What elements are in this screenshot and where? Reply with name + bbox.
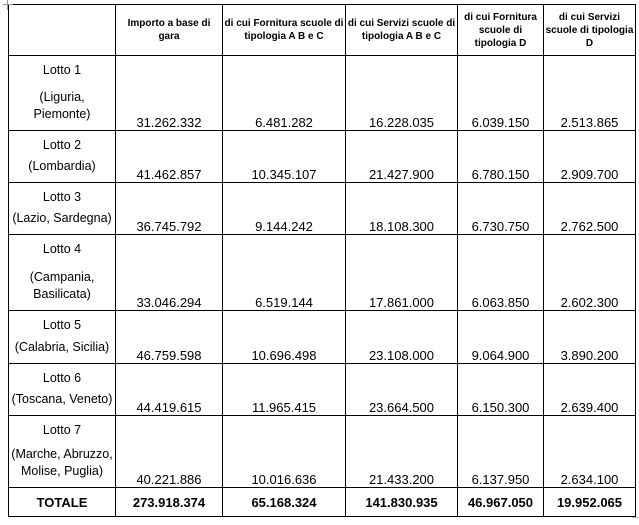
column-header-cell[interactable]: di cui Servizi scuole di tipologia D (544, 5, 636, 56)
total-value-cell[interactable]: 141.830.935 (346, 488, 458, 517)
lotto-label-cell[interactable] (9, 311, 116, 364)
value-cell[interactable]: 3.890.200 (544, 311, 636, 364)
value-cell[interactable]: 6.063.850 (458, 235, 544, 311)
lotto-label-cell[interactable] (9, 364, 116, 416)
value-cell[interactable]: 23.108.000 (346, 311, 458, 364)
value-cell[interactable]: 41.462.857 (116, 131, 223, 183)
value-cell[interactable]: 2.639.400 (544, 364, 636, 416)
total-value-cell[interactable]: 46.967.050 (458, 488, 544, 517)
value-cell[interactable]: 10.696.498 (223, 311, 346, 364)
lotto-name: Lotto 6 (42, 371, 82, 385)
value-cell[interactable]: 21.427.900 (346, 131, 458, 183)
lotto-regions: (Lombardia) (28, 159, 96, 174)
value-cell[interactable]: 36.745.792 (116, 183, 223, 235)
value-cell[interactable]: 16.228.035 (346, 56, 458, 131)
table-row (9, 235, 636, 311)
lotto-regions: (Toscana, Veneto) (11, 392, 113, 407)
table-header-row (9, 5, 636, 56)
value-cell[interactable]: 6.137.950 (458, 416, 544, 488)
lotto-name: Lotto 3 (42, 190, 82, 204)
value-cell[interactable]: 11.965.415 (223, 364, 346, 416)
table-row (9, 56, 636, 131)
value-cell[interactable]: 2.762.500 (544, 183, 636, 235)
column-header-cell[interactable]: di cui Fornitura scuole di tipologia A B e C (223, 5, 346, 56)
value-cell[interactable]: 2.513.865 (544, 56, 636, 131)
value-cell[interactable]: 17.861.000 (346, 235, 458, 311)
value-cell[interactable]: 23.664.500 (346, 364, 458, 416)
value-cell[interactable]: 33.046.294 (116, 235, 223, 311)
value-cell[interactable]: 10.016.636 (223, 416, 346, 488)
total-row (9, 488, 636, 517)
lotto-name: Lotto 2 (42, 138, 82, 152)
column-header-cell[interactable]: Importo a base di gara (116, 5, 223, 56)
lotto-regions: (Campania, Basilicata) (29, 270, 95, 302)
lotto-name: Lotto 1 (42, 63, 82, 77)
table-row (9, 131, 636, 183)
lotto-name: Lotto 7 (42, 423, 82, 437)
total-value-cell[interactable]: 65.168.324 (223, 488, 346, 517)
value-cell[interactable]: 6.780.150 (458, 131, 544, 183)
table-row (9, 364, 636, 416)
lotto-label-cell[interactable] (9, 131, 116, 183)
lotto-label-cell[interactable] (9, 416, 116, 488)
table-row (9, 416, 636, 488)
lotto-label-cell[interactable] (9, 56, 116, 131)
table-move-handle-icon[interactable] (3, 0, 13, 10)
value-cell[interactable]: 2.602.300 (544, 235, 636, 311)
value-cell[interactable]: 40.221.886 (116, 416, 223, 488)
value-cell[interactable]: 2.634.100 (544, 416, 636, 488)
value-cell[interactable]: 9.144.242 (223, 183, 346, 235)
table-row (9, 183, 636, 235)
value-cell[interactable]: 31.262.332 (116, 56, 223, 131)
value-cell[interactable]: 6.039.150 (458, 56, 544, 131)
lotto-regions: (Liguria, Piemonte) (33, 90, 91, 122)
value-cell[interactable]: 21.433.200 (346, 416, 458, 488)
value-cell[interactable]: 6.481.282 (223, 56, 346, 131)
value-cell[interactable]: 6.150.300 (458, 364, 544, 416)
value-cell[interactable]: 46.759.598 (116, 311, 223, 364)
column-header-cell[interactable]: di cui Servizi scuole di tipologia A B e C (346, 5, 458, 56)
header-corner-cell[interactable] (9, 5, 116, 56)
column-header-cell[interactable]: di cui Fornitura scuole di tipologia D (458, 5, 544, 56)
value-cell[interactable]: 9.064.900 (458, 311, 544, 364)
value-cell[interactable]: 6.730.750 (458, 183, 544, 235)
procurement-table-container (8, 4, 635, 517)
total-label-cell[interactable]: TOTALE (9, 488, 116, 517)
lotti-gara-table (8, 4, 636, 517)
value-cell[interactable]: 44.419.615 (116, 364, 223, 416)
total-value-cell[interactable]: 19.952.065 (544, 488, 636, 517)
lotto-label-cell[interactable] (9, 183, 116, 235)
value-cell[interactable]: 18.108.300 (346, 183, 458, 235)
value-cell[interactable]: 6.519.144 (223, 235, 346, 311)
lotto-name: Lotto 4 (42, 242, 82, 256)
table-resize-handle-icon[interactable] (632, 517, 639, 525)
lotto-regions: (Lazio, Sardegna) (12, 211, 112, 226)
lotto-label-cell[interactable] (9, 235, 116, 311)
value-cell[interactable]: 10.345.107 (223, 131, 346, 183)
lotto-name: Lotto 5 (42, 318, 82, 332)
table-row (9, 311, 636, 364)
lotto-regions: (Calabria, Sicilia) (14, 340, 110, 355)
lotto-regions: (Marche, Abruzzo, Molise, Puglia) (11, 447, 113, 479)
total-value-cell[interactable]: 273.918.374 (116, 488, 223, 517)
value-cell[interactable]: 2.909.700 (544, 131, 636, 183)
